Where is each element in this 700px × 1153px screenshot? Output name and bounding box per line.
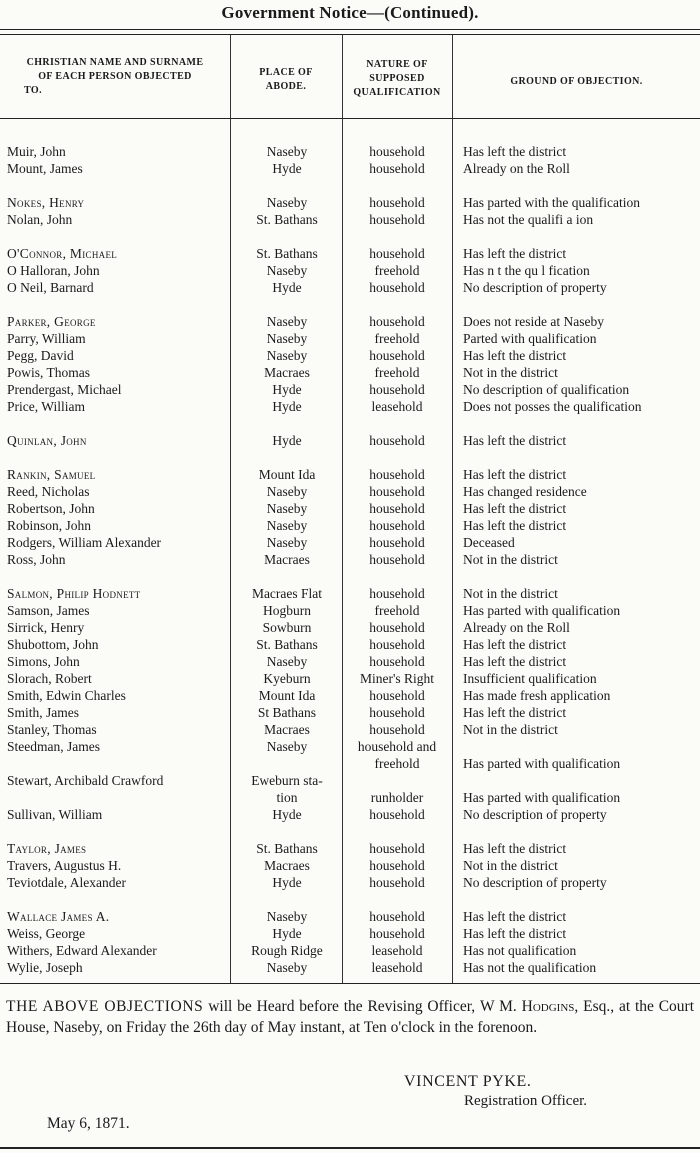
place-of-abode: tion <box>276 790 298 805</box>
person-name: Stanley, Thomas <box>7 722 97 737</box>
objection-ground: Has parted with qualification <box>463 756 621 771</box>
objection-ground: No description of property <box>463 875 607 890</box>
table-row <box>0 143 700 160</box>
table-row <box>0 585 700 602</box>
place-of-abode: Naseby <box>266 348 308 363</box>
qualification-nature: household <box>369 535 425 550</box>
qualification-nature: household <box>369 484 425 499</box>
person-name: Nolan, John <box>7 212 73 227</box>
table-row <box>0 874 700 891</box>
header-nature-line: QUALIFICATION <box>353 87 441 98</box>
person-name: Steedman, James <box>7 739 100 754</box>
objection-ground: Does not reside at Naseby <box>463 314 604 329</box>
table-row <box>0 364 700 381</box>
place-of-abode: Mount Ida <box>258 467 316 482</box>
objection-ground: Not in the district <box>463 552 558 567</box>
objection-ground: Has left the district <box>463 705 567 720</box>
table-row <box>0 500 700 517</box>
objection-ground: No description of property <box>463 807 607 822</box>
person-name: Parry, William <box>7 331 86 346</box>
objection-ground: No description of property <box>463 280 607 295</box>
header-place-line: ABODE. <box>265 81 307 92</box>
header-nature-line: NATURE OF <box>366 59 428 70</box>
table-row <box>0 245 700 262</box>
place-of-abode: Naseby <box>266 331 308 346</box>
table-row <box>0 194 700 211</box>
header-place-line: PLACE OF <box>259 67 313 78</box>
place-of-abode: Kyeburn <box>263 671 311 686</box>
objection-ground: Insufficient qualification <box>463 671 597 686</box>
objection-ground: Has n t the qu l fication <box>463 263 590 278</box>
page-title: Government Notice—(Continued). <box>221 3 479 22</box>
place-of-abode: Naseby <box>266 739 308 754</box>
notice-paragraph <box>6 996 694 1038</box>
qualification-nature: leasehold <box>371 943 423 958</box>
header-name-line: OF EACH PERSON OBJECTED <box>38 71 192 82</box>
revising-officer-name: W M. Hodgins, <box>479 998 579 1015</box>
objection-ground: Has left the district <box>463 433 567 448</box>
signature-name: VINCENT PYKE. <box>404 1073 532 1090</box>
person-name: Samson, James <box>7 603 90 618</box>
place-of-abode: Hyde <box>272 382 302 397</box>
person-name: Rankin, Samuel <box>7 467 96 482</box>
place-of-abode: Macraes <box>264 552 310 567</box>
person-name: Withers, Edward Alexander <box>7 943 157 958</box>
table-row <box>0 721 700 738</box>
table-row <box>0 466 700 483</box>
table-row <box>0 619 700 636</box>
place-of-abode: Rough Ridge <box>251 943 323 958</box>
objection-ground: Has left the district <box>463 841 567 856</box>
place-of-abode: Naseby <box>266 909 308 924</box>
place-of-abode: Naseby <box>266 518 308 533</box>
place-of-abode: Macraes Flat <box>251 586 323 601</box>
objection-ground: Has left the district <box>463 348 567 363</box>
table-row <box>0 483 700 500</box>
table-row <box>0 330 700 347</box>
person-name: Quinlan, John <box>7 433 87 448</box>
objection-ground: No description of qualification <box>463 382 630 397</box>
person-name: Sullivan, William <box>7 807 103 822</box>
person-name: Wallace James A. <box>7 909 110 924</box>
person-name: Taylor, James <box>7 841 87 856</box>
objection-ground: Has left the district <box>463 246 567 261</box>
qualification-nature: household <box>369 467 425 482</box>
qualification-nature: household <box>369 382 425 397</box>
qualification-nature: household <box>369 858 425 873</box>
qualification-nature: household <box>369 620 425 635</box>
notice-lead: THE ABOVE OBJECTIONS <box>6 998 204 1015</box>
table-row <box>0 653 700 670</box>
objection-ground: Has not the qualification <box>463 960 597 975</box>
objection-ground: Not in the district <box>463 365 558 380</box>
person-name: Travers, Augustus H. <box>7 858 122 873</box>
person-name: Nokes, Henry <box>7 195 85 210</box>
objection-ground: Has left the district <box>463 926 567 941</box>
qualification-nature: household <box>369 722 425 737</box>
person-name: O Neil, Barnard <box>7 280 94 295</box>
place-of-abode: Naseby <box>266 314 308 329</box>
place-of-abode: Hyde <box>272 875 302 890</box>
place-of-abode: Hyde <box>272 926 302 941</box>
person-name: Prendergast, Michael <box>7 382 122 397</box>
person-name: Shubottom, John <box>7 637 99 652</box>
table-row <box>0 517 700 534</box>
table-row <box>0 840 700 857</box>
place-of-abode: Naseby <box>266 263 308 278</box>
qualification-nature: household <box>369 161 425 176</box>
table-row <box>0 534 700 551</box>
objection-ground: Has not qualification <box>463 943 577 958</box>
place-of-abode: Eweburn sta- <box>251 773 323 788</box>
qualification-nature: household <box>369 518 425 533</box>
table-row <box>0 160 700 177</box>
table-row <box>0 738 700 755</box>
qualification-nature: freehold <box>374 603 420 618</box>
table-row <box>0 687 700 704</box>
notice-date: May 6, 1871. <box>47 1115 130 1132</box>
objection-ground: Not in the district <box>463 858 558 873</box>
objection-ground: Has left the district <box>463 467 567 482</box>
place-of-abode: Hyde <box>272 161 302 176</box>
qualification-nature: household <box>369 314 425 329</box>
person-name: Mount, James <box>7 161 83 176</box>
qualification-nature: household <box>369 246 425 261</box>
table-row <box>0 670 700 687</box>
table-row <box>0 772 700 789</box>
objection-ground: Has not the qualifi a ion <box>463 212 594 227</box>
person-name: Sirrick, Henry <box>7 620 85 635</box>
table-row <box>0 551 700 568</box>
table-row <box>0 755 700 772</box>
objection-ground: Deceased <box>463 535 515 550</box>
person-name: Parker, George <box>7 314 96 329</box>
table-row <box>0 636 700 653</box>
objection-ground: Not in the district <box>463 586 558 601</box>
objection-ground: Does not posses the qualification <box>463 399 642 414</box>
place-of-abode: Naseby <box>266 195 308 210</box>
qualification-nature: household <box>369 144 425 159</box>
place-of-abode: Mount Ida <box>258 688 316 703</box>
person-name: Rodgers, William Alexander <box>7 535 162 550</box>
notice-text: Esq., at the Court House, Naseby, on Friday the 26th day of May instant, at Ten o'clock in the forenoon. <box>6 998 695 1036</box>
place-of-abode: Naseby <box>266 144 308 159</box>
objection-ground: Has left the district <box>463 909 567 924</box>
place-of-abode: Hyde <box>272 807 302 822</box>
signature-title: Registration Officer. <box>464 1093 588 1109</box>
objection-ground: Already on the Roll <box>463 161 570 176</box>
table-row <box>0 908 700 925</box>
qualification-nature: freehold <box>374 756 420 771</box>
qualification-nature: leasehold <box>371 960 423 975</box>
table-row <box>0 381 700 398</box>
qualification-nature: household <box>369 688 425 703</box>
table-bottom-rule <box>0 983 700 984</box>
qualification-nature: household <box>369 637 425 652</box>
qualification-nature: household <box>369 841 425 856</box>
person-name: Robinson, John <box>7 518 92 533</box>
place-of-abode: Naseby <box>266 654 308 669</box>
objection-ground: Has parted with qualification <box>463 790 621 805</box>
person-name: Robertson, John <box>7 501 95 516</box>
table-row <box>0 602 700 619</box>
person-name: O'Connor, Michael <box>7 246 118 261</box>
place-of-abode: Hyde <box>272 280 302 295</box>
person-name: Powis, Thomas <box>7 365 91 380</box>
qualification-nature: household <box>369 212 425 227</box>
qualification-nature: runholder <box>370 790 424 805</box>
qualification-nature: household <box>369 909 425 924</box>
table-row <box>0 925 700 942</box>
person-name: Simons, John <box>7 654 80 669</box>
qualification-nature: household <box>369 586 425 601</box>
qualification-nature: household <box>369 552 425 567</box>
qualification-nature: household <box>369 875 425 890</box>
person-name: Salmon, Philip Hodnett <box>7 586 141 601</box>
bottom-rule <box>0 1147 700 1149</box>
table-row <box>0 806 700 823</box>
qualification-nature: freehold <box>374 331 420 346</box>
place-of-abode: Macraes <box>264 365 310 380</box>
objection-ground: Already on the Roll <box>463 620 570 635</box>
objection-ground: Has left the district <box>463 654 567 669</box>
person-name: Price, William <box>7 399 85 414</box>
header-nature-line: SUPPOSED <box>369 73 425 84</box>
objection-ground: Has left the district <box>463 518 567 533</box>
place-of-abode: St. Bathans <box>256 246 318 261</box>
person-name: Smith, Edwin Charles <box>7 688 126 703</box>
qualification-nature: household <box>369 807 425 822</box>
table-row <box>0 789 700 806</box>
place-of-abode: Sowburn <box>262 620 312 635</box>
place-of-abode: Naseby <box>266 535 308 550</box>
person-name: Weiss, George <box>7 926 86 941</box>
person-name: Smith, James <box>7 705 80 720</box>
table-row <box>0 211 700 228</box>
header-ground-line: GROUND OF OBJECTION. <box>510 76 643 87</box>
objection-ground: Has left the district <box>463 144 567 159</box>
place-of-abode: Hogburn <box>263 603 311 618</box>
place-of-abode: Naseby <box>266 484 308 499</box>
person-name: Slorach, Robert <box>7 671 92 686</box>
table-row <box>0 313 700 330</box>
table-row <box>0 279 700 296</box>
header-name-line: CHRISTIAN NAME AND SURNAME <box>26 57 204 68</box>
person-name: Ross, John <box>7 552 66 567</box>
person-name: Teviotdale, Alexander <box>7 875 127 890</box>
place-of-abode: Naseby <box>266 501 308 516</box>
objection-ground: Has left the district <box>463 637 567 652</box>
table-row <box>0 432 700 449</box>
place-of-abode: Macraes <box>264 858 310 873</box>
objection-ground: Has changed residence <box>463 484 587 499</box>
qualification-nature: household <box>369 926 425 941</box>
notice-text: will be Heard before the Revising Officer, <box>208 998 476 1015</box>
table-row <box>0 347 700 364</box>
place-of-abode: St. Bathans <box>256 637 318 652</box>
person-name: Wylie, Joseph <box>7 960 83 975</box>
objection-ground: Has made fresh application <box>463 688 611 703</box>
qualification-nature: household <box>369 654 425 669</box>
qualification-nature: household <box>369 280 425 295</box>
table-row <box>0 398 700 415</box>
table-row <box>0 704 700 721</box>
objection-ground: Has parted with the qualification <box>463 195 640 210</box>
table-row <box>0 959 700 976</box>
table-row <box>0 857 700 874</box>
place-of-abode: Naseby <box>266 960 308 975</box>
place-of-abode: Hyde <box>272 433 302 448</box>
objection-ground: Has parted with qualification <box>463 603 621 618</box>
place-of-abode: St. Bathans <box>256 212 318 227</box>
person-name: O Halloran, John <box>7 263 100 278</box>
qualification-nature: household <box>369 501 425 516</box>
qualification-nature: freehold <box>374 263 420 278</box>
objection-ground: Not in the district <box>463 722 558 737</box>
qualification-nature: household <box>369 705 425 720</box>
person-name: Muir, John <box>7 144 66 159</box>
place-of-abode: Hyde <box>272 399 302 414</box>
header-name-line: TO. <box>24 85 42 96</box>
qualification-nature: leasehold <box>371 399 423 414</box>
table-row <box>0 942 700 959</box>
table-row <box>0 262 700 279</box>
qualification-nature: household <box>369 433 425 448</box>
qualification-nature: freehold <box>374 365 420 380</box>
objection-ground: Has left the district <box>463 501 567 516</box>
qualification-nature: household <box>369 195 425 210</box>
objection-ground: Parted with qualification <box>463 331 597 346</box>
place-of-abode: St Bathans <box>257 705 317 720</box>
qualification-nature: Miner's Right <box>359 671 435 686</box>
person-name: Pegg, David <box>7 348 74 363</box>
place-of-abode: Macraes <box>264 722 310 737</box>
qualification-nature: household <box>369 348 425 363</box>
place-of-abode: St. Bathans <box>256 841 318 856</box>
person-name: Stewart, Archibald Crawford <box>7 773 164 788</box>
qualification-nature: household and <box>357 739 437 754</box>
person-name: Reed, Nicholas <box>7 484 90 499</box>
